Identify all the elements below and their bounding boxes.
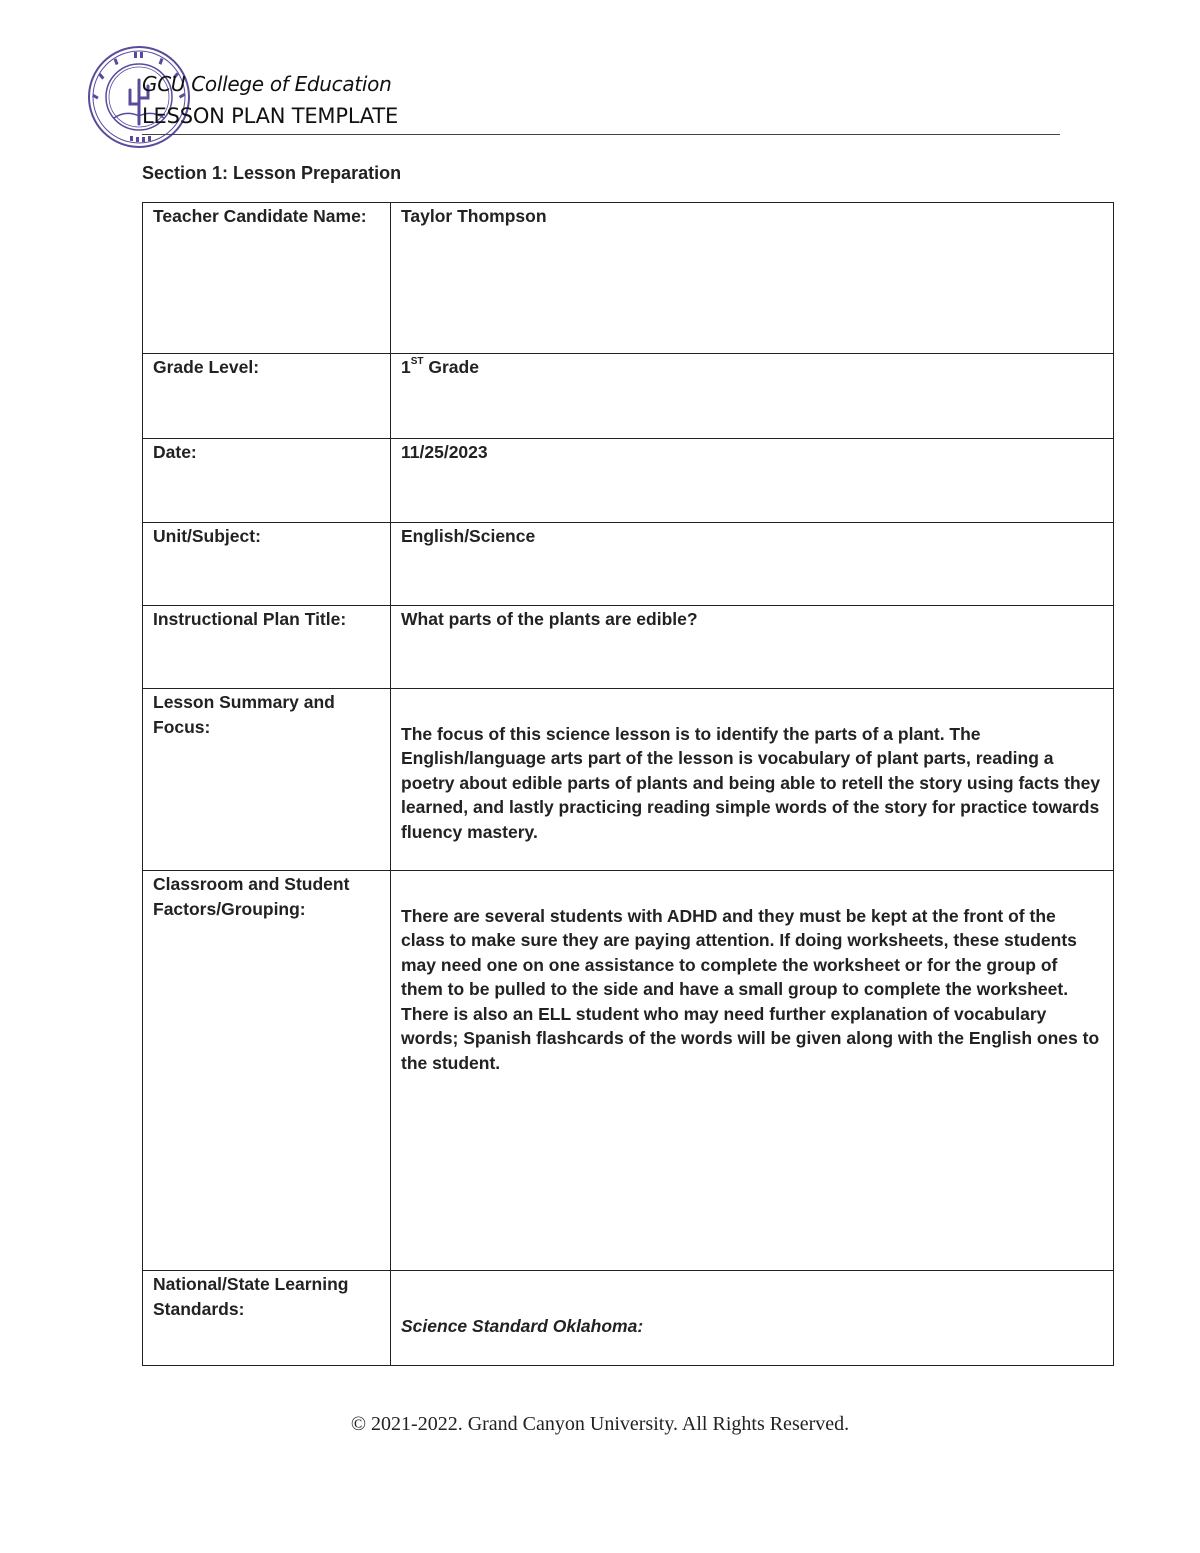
label-teacher: Teacher Candidate Name:	[143, 203, 391, 354]
table-row-unit	[143, 523, 1114, 606]
grade-number: 1	[401, 357, 411, 377]
label-factors: Classroom and Student Factors/Grouping:	[143, 871, 391, 1271]
copyright-footer: © 2021-2022. Grand Canyon University. All Rights Reserved.	[350, 1413, 850, 1435]
table-row-date	[143, 439, 1114, 523]
template-title: LESSON PLAN TEMPLATE	[142, 104, 399, 128]
table-row-summary	[143, 689, 1114, 871]
value-factors: There are several students with ADHD and they must be kept at the front of the class to make sure they are paying attention. If doing worksheets, these students may need one on one assistance to complete the worksheet or for the group of them to be pulled to the side and have a small group to complete the worksheet. There is also an ELL student who may need further explanation of vocabulary words; Spanish flashcards of the words will be given along with the English ones to the student.	[401, 905, 1100, 1073]
section-heading: Section 1: Lesson Preparation	[142, 163, 402, 183]
value-factors-cell	[391, 871, 1114, 1271]
value-summary: The focus of this science lesson is to identify the parts of a plant. The English/language arts part of the lesson is vocabulary of plant parts, reading a poetry about edible parts of plants and being able to retell the story using facts they learned, and lastly practicing reading simple words of the story for practice towards fluency mastery.	[401, 723, 1101, 842]
table-row-teacher	[143, 203, 1114, 354]
label-standards: National/State Learning Standards:	[143, 1271, 391, 1366]
label-unit: Unit/Subject:	[143, 523, 391, 606]
value-summary-cell	[391, 689, 1114, 871]
header-divider	[142, 134, 1060, 135]
value-grade	[391, 354, 1114, 439]
label-grade: Grade Level:	[143, 354, 391, 439]
grade-ordinal: ST	[410, 356, 424, 367]
value-standards-cell	[391, 1271, 1114, 1366]
table-row-grade	[143, 354, 1114, 439]
table-row-standards	[143, 1271, 1114, 1366]
college-name: GCU College of Education	[142, 72, 392, 96]
value-unit: English/Science	[391, 523, 1114, 606]
value-title: What parts of the plants are edible?	[391, 606, 1114, 689]
label-date: Date:	[143, 439, 391, 523]
table-row-title	[143, 606, 1114, 689]
value-teacher: Taylor Thompson	[391, 203, 1114, 354]
table-row-factors	[143, 871, 1114, 1271]
lesson-plan-table	[142, 202, 1114, 1366]
label-summary: Lesson Summary and Focus:	[143, 689, 391, 871]
value-standards: Science Standard Oklahoma:	[401, 1315, 644, 1336]
grade-suffix: Grade	[423, 357, 479, 377]
value-date: 11/25/2023	[391, 439, 1114, 523]
label-title: Instructional Plan Title:	[143, 606, 391, 689]
